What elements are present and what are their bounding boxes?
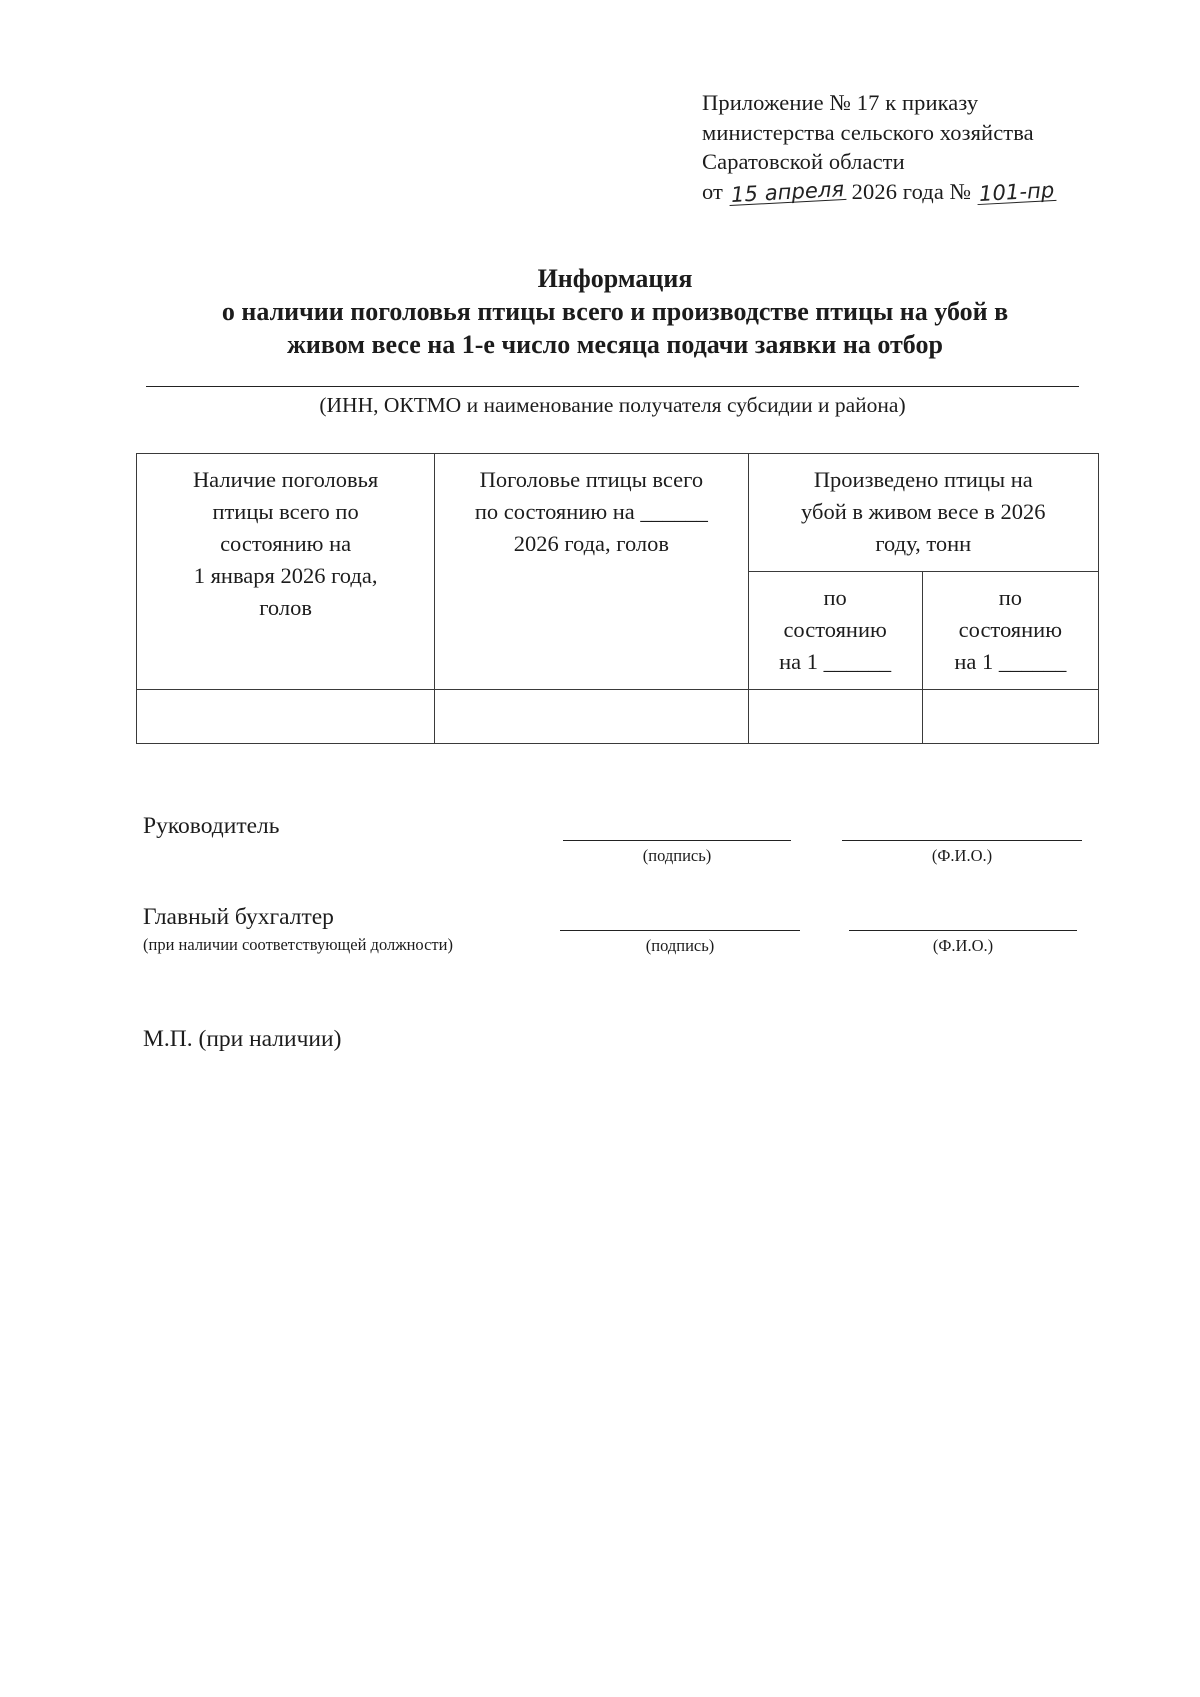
accountant-signature-line[interactable]	[560, 930, 800, 931]
handwritten-order-number: 101-пр	[978, 177, 1055, 206]
appendix-header	[702, 88, 1056, 206]
subheader-cell-date-2: по состоянию на 1 ______	[922, 572, 1098, 690]
title-line-1: Информация	[537, 264, 693, 293]
appendix-line-1: Приложение № 17 к приказу	[702, 90, 979, 115]
head-name-line[interactable]	[842, 840, 1082, 841]
accountant-note: (при наличии соответствующей должности)	[143, 935, 453, 954]
poultry-info-table	[136, 453, 1099, 744]
head-signature-caption: (подпись)	[642, 846, 712, 865]
head-signature-line[interactable]	[563, 840, 791, 841]
appendix-line-2: министерства сельского хозяйства	[702, 119, 1034, 145]
header-cell-stock-current: Поголовье птицы всего по состоянию на ______ 2026 года, голов	[435, 454, 748, 690]
accountant-signature-caption: (подпись)	[645, 936, 715, 955]
appendix-line-3: Саратовской области	[702, 149, 905, 174]
data-cell-produced-2[interactable]	[922, 690, 1098, 744]
date-prefix: от	[702, 178, 723, 204]
head-name-caption: (Ф.И.О.)	[931, 846, 993, 865]
accountant-name-caption: (Ф.И.О.)	[932, 936, 994, 955]
stamp-placeholder: М.П. (при наличии)	[143, 1026, 342, 1052]
header-cell-stock-jan1: Наличие поголовья птицы всего по состоянию на 1 января 2026 года, голов	[137, 454, 435, 690]
data-cell-stock-current[interactable]	[435, 690, 748, 744]
accountant-name-line[interactable]	[849, 930, 1077, 931]
accountant-label: Главный бухгалтер	[143, 904, 334, 930]
data-cell-stock-jan1[interactable]	[137, 690, 435, 744]
data-cell-produced-1[interactable]	[748, 690, 922, 744]
recipient-caption: (ИНН, ОКТМО и наименование получателя субсидии и района)	[319, 393, 906, 417]
handwritten-date: 15 апреля	[730, 176, 845, 207]
recipient-fill-line[interactable]	[146, 386, 1079, 387]
date-suffix: 2026 года №	[851, 178, 972, 204]
header-cell-produced: Произведено птицы на убой в живом весе в 2026 году, тонн	[748, 454, 1098, 572]
subheader-cell-date-1: по состоянию на 1 ______	[748, 572, 922, 690]
title-line-3: живом весе на 1-е число месяца подачи заявки на отбор	[287, 330, 943, 359]
document-title	[140, 262, 1090, 361]
appendix-date-line	[702, 177, 1056, 207]
head-label: Руководитель	[143, 813, 280, 839]
table-row	[137, 690, 1099, 744]
title-line-2: о наличии поголовья птицы всего и производстве птицы на убой в	[221, 297, 1009, 326]
